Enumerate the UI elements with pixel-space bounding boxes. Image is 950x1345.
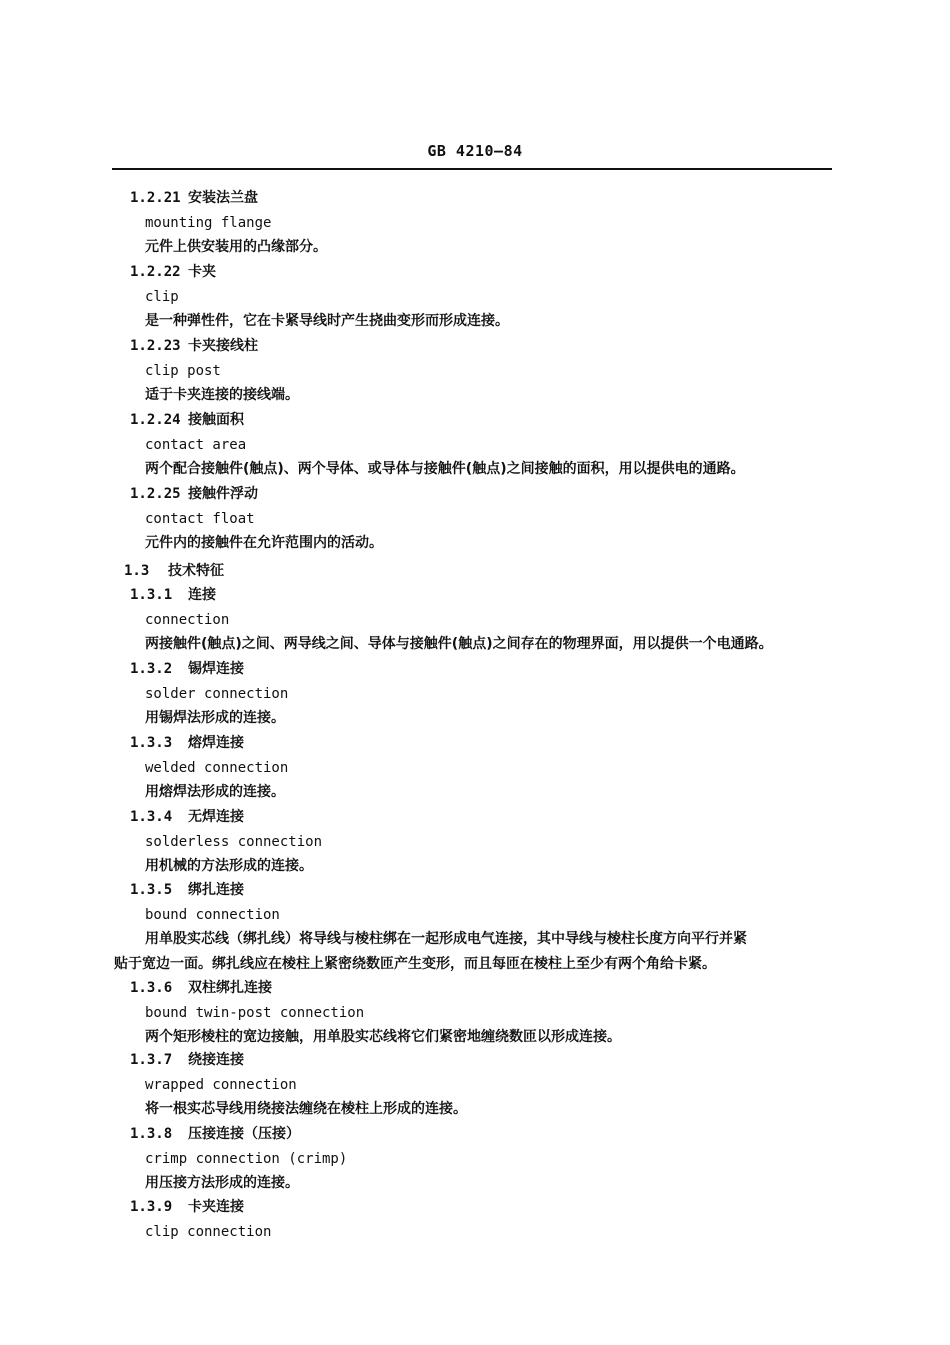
term-definition: 适于卡夹连接的接线端。 <box>145 387 299 403</box>
term-definition: 两个配合接触件(触点)、两个导体、或导体与接触件(触点)之间接触的面积，用以提供电的通路。 <box>145 461 745 477</box>
term-definition: 是一种弹性件，它在卡紧导线时产生挠曲变形而形成连接。 <box>145 313 509 329</box>
term-english: solderless connection <box>145 833 323 850</box>
term-definition: 两个矩形棱柱的宽边接触，用单股实芯线将它们紧密地缠绕数匝以形成连接。 <box>145 1029 621 1045</box>
term-heading <box>130 1124 300 1144</box>
term-heading <box>130 733 244 753</box>
term-heading <box>130 336 258 356</box>
term-english: bound connection <box>145 906 280 923</box>
term-number: 1.3.7 <box>130 1052 173 1068</box>
term-english: clip <box>145 288 179 305</box>
term-heading <box>130 484 258 504</box>
term-english: solder connection <box>145 685 289 702</box>
term-definition: 用压接方法形成的连接。 <box>145 1175 299 1191</box>
term-definition: 元件内的接触件在允许范围内的活动。 <box>145 535 383 551</box>
term-english: connection <box>145 611 230 628</box>
term-number: 1.3.3 <box>130 735 173 751</box>
term-heading <box>130 585 216 605</box>
term-title: 卡夹 <box>188 264 216 280</box>
term-heading <box>130 659 244 679</box>
term-definition: 用机械的方法形成的连接。 <box>145 858 313 874</box>
term-title: 技术特征 <box>168 563 224 579</box>
term-title: 卡夹连接 <box>188 1199 244 1215</box>
term-heading <box>130 880 244 900</box>
term-english: bound twin-post connection <box>145 1004 365 1021</box>
term-number: 1.3.2 <box>130 661 173 677</box>
term-title: 连接 <box>188 587 216 603</box>
term-number: 1.3.8 <box>130 1126 173 1142</box>
term-title: 接触面积 <box>188 412 244 428</box>
term-english: contact area <box>145 436 247 453</box>
term-number: 1.3.9 <box>130 1199 173 1215</box>
term-definition: 两接触件(触点)之间、两导线之间、导体与接触件(触点)之间存在的物理界面，用以提供一个电通路。 <box>145 636 773 652</box>
term-title: 压接连接（压接） <box>188 1126 300 1142</box>
term-number: 1.2.25 <box>130 486 181 502</box>
term-heading <box>130 978 272 998</box>
term-heading <box>130 1050 244 1070</box>
term-heading <box>130 262 216 282</box>
term-number: 1.3.6 <box>130 980 173 996</box>
term-title: 绕接连接 <box>188 1052 244 1068</box>
term-number: 1.2.24 <box>130 412 181 428</box>
term-title: 无焊连接 <box>188 809 244 825</box>
term-heading <box>130 807 244 827</box>
term-number: 1.3.5 <box>130 882 173 898</box>
term-number: 1.3.1 <box>130 587 173 603</box>
term-heading <box>130 188 258 208</box>
document-code-header: GB 4210—84 <box>427 142 523 160</box>
term-definition: 元件上供安装用的凸缘部分。 <box>145 239 327 255</box>
term-english: wrapped connection <box>145 1076 297 1093</box>
term-english: mounting flange <box>145 214 272 231</box>
term-number: 1.3 <box>124 563 150 579</box>
term-title: 安装法兰盘 <box>188 190 258 206</box>
term-heading <box>124 561 224 581</box>
term-definition: 用熔焊法形成的连接。 <box>145 784 285 800</box>
term-title: 锡焊连接 <box>188 661 244 677</box>
term-number: 1.2.23 <box>130 338 181 354</box>
term-heading <box>130 410 244 430</box>
term-definition: 用单股实芯线（绑扎线）将导线与棱柱绑在一起形成电气连接，其中导线与棱柱长度方向平行并紧 <box>145 931 747 947</box>
term-definition: 将一根实芯导线用绕接法缠绕在棱柱上形成的连接。 <box>145 1101 467 1117</box>
term-title: 熔焊连接 <box>188 735 244 751</box>
term-definition-continued: 贴于宽边一面。绑扎线应在棱柱上紧密绕数匝产生变形，而且每匝在棱柱上至少有两个角给卡紧。 <box>114 955 716 972</box>
term-title: 接触件浮动 <box>188 486 258 502</box>
term-number: 1.2.22 <box>130 264 181 280</box>
term-english: welded connection <box>145 759 289 776</box>
term-english: clip post <box>145 362 221 379</box>
term-number: 1.3.4 <box>130 809 173 825</box>
term-definition: 用锡焊法形成的连接。 <box>145 710 285 726</box>
term-english: clip connection <box>145 1223 272 1240</box>
term-title: 双柱绑扎连接 <box>188 980 272 996</box>
term-title: 卡夹接线柱 <box>188 338 258 354</box>
term-english: contact float <box>145 510 255 527</box>
term-number: 1.2.21 <box>130 190 181 206</box>
term-heading <box>130 1197 244 1217</box>
term-title: 绑扎连接 <box>188 882 244 898</box>
term-english: crimp connection (crimp) <box>145 1150 348 1167</box>
